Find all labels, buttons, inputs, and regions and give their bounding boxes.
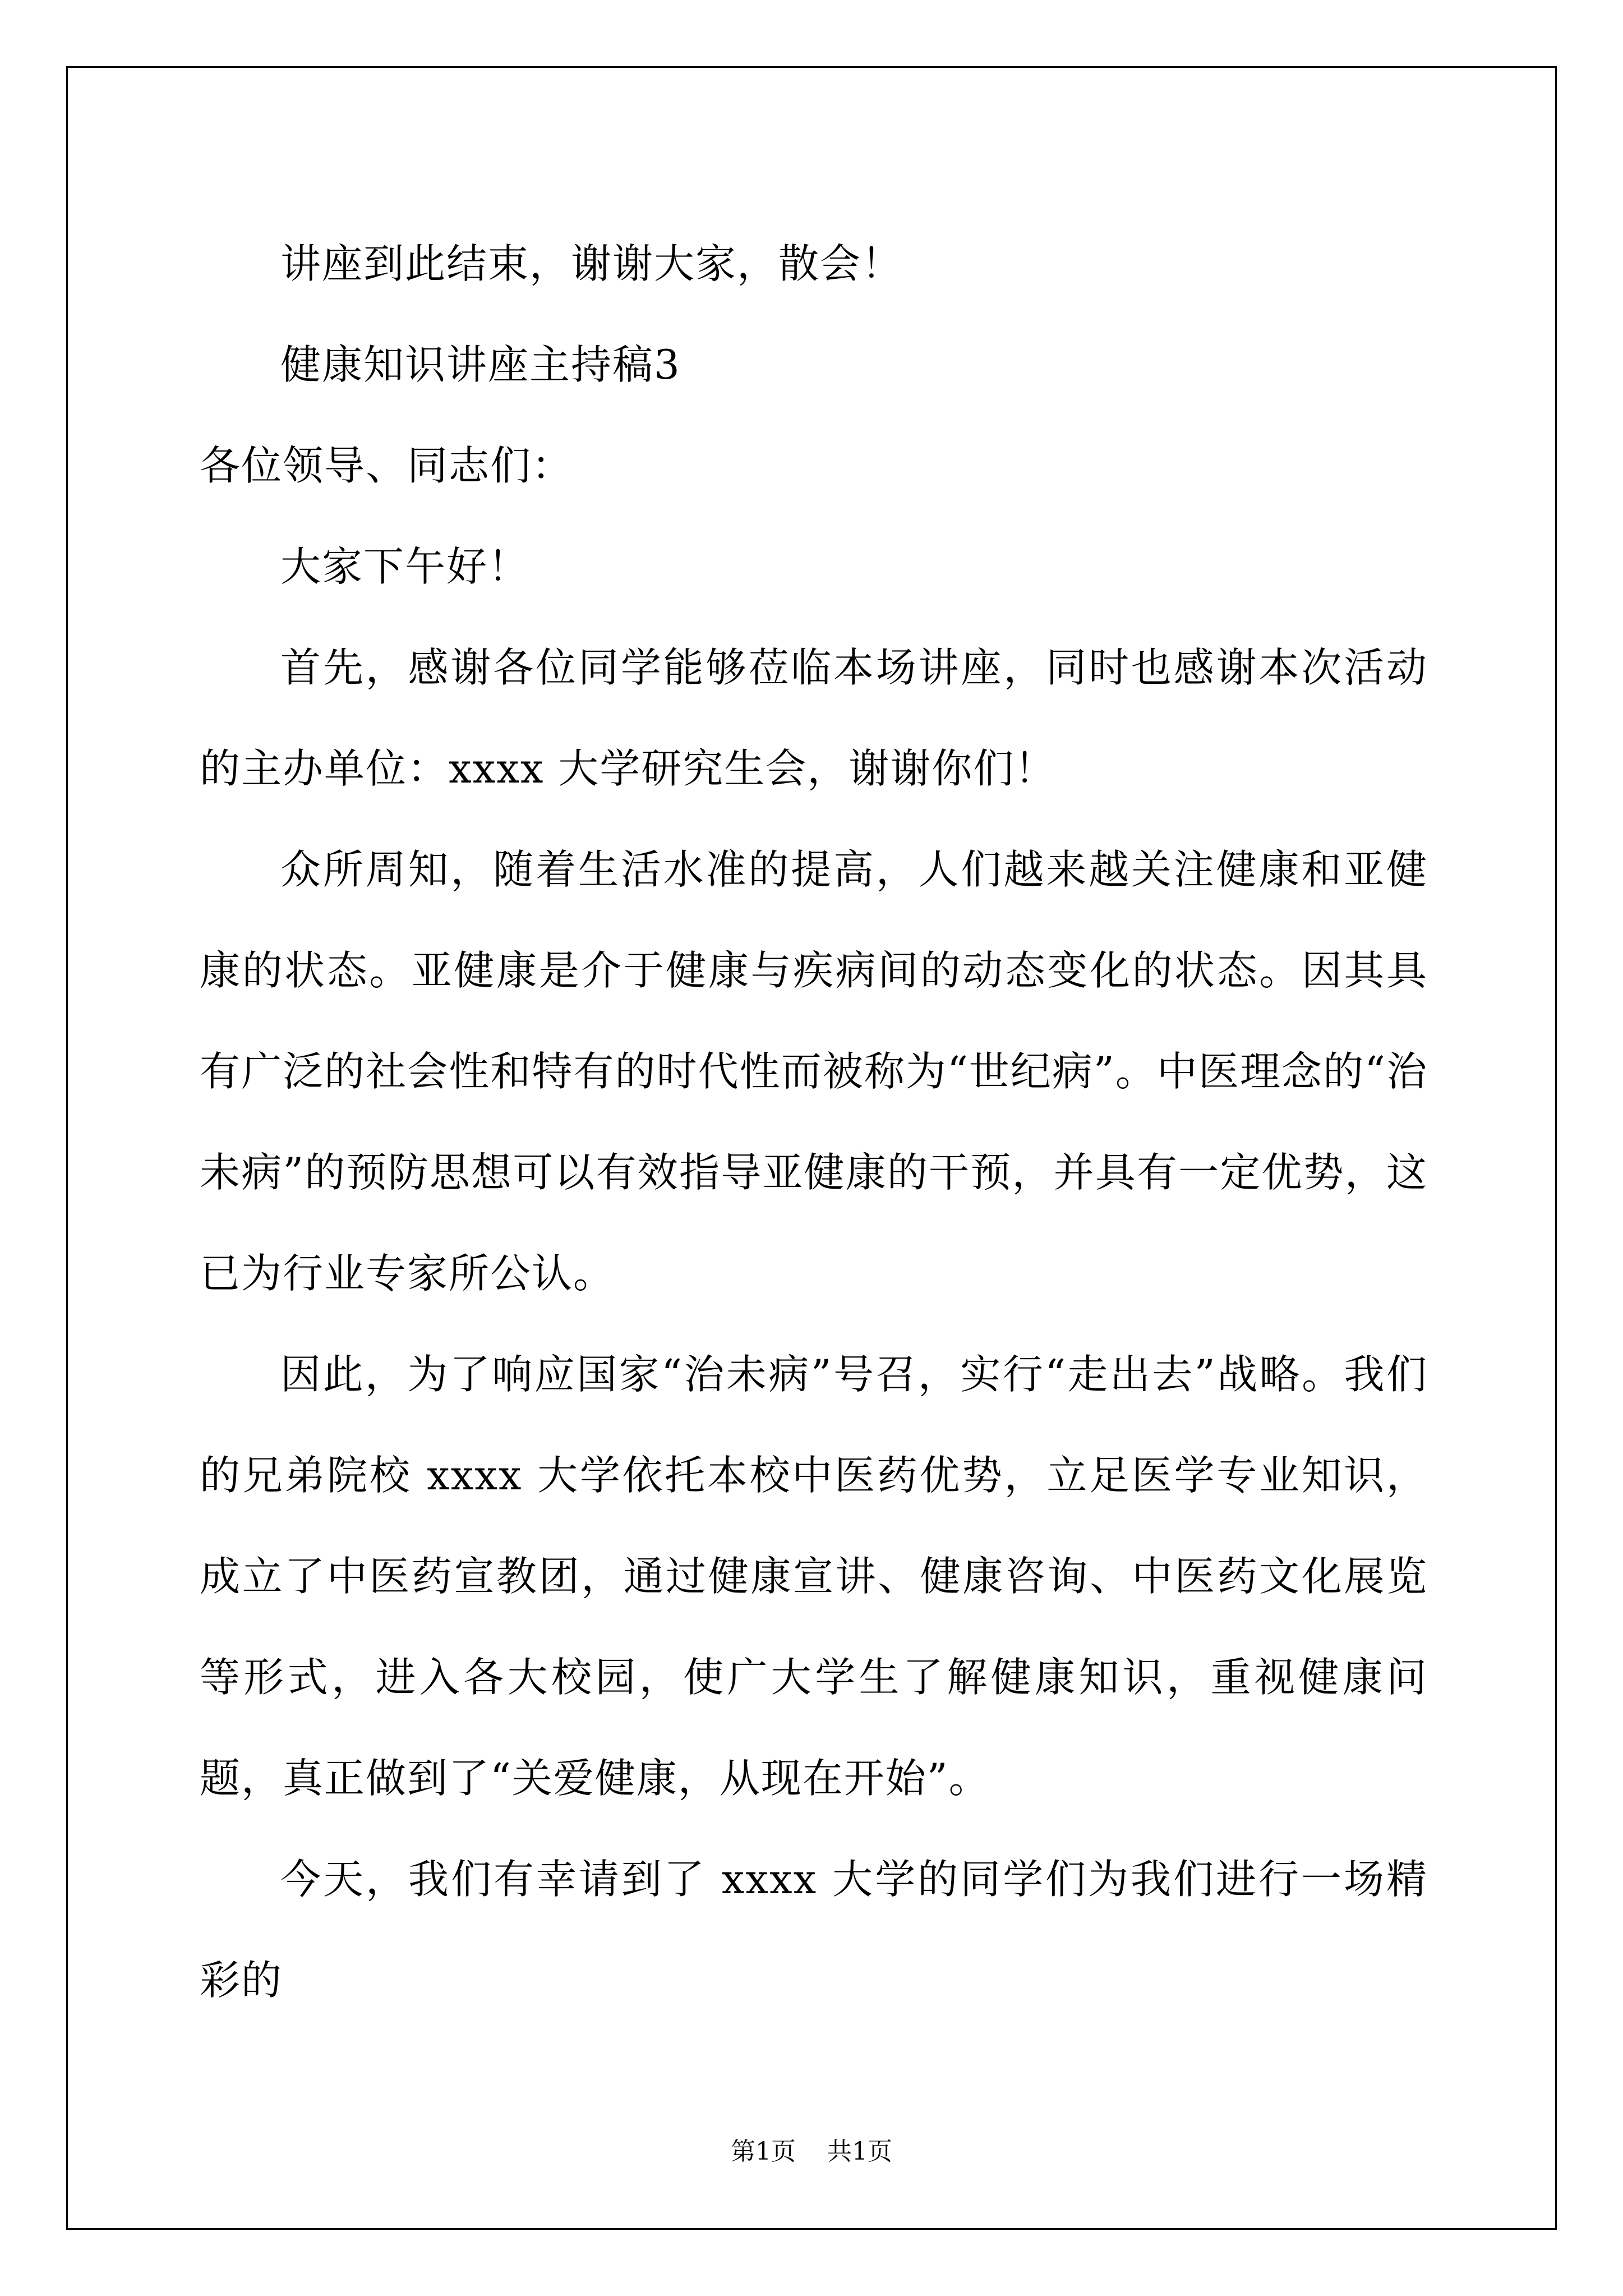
document-body: [200, 213, 1428, 2031]
salutation: 各位领导、同志们：: [200, 442, 574, 489]
paragraph: 众所周知，随着生活水准的提高，人们越来越关注健康和亚健康的状态。亚健康是介于健康与疾病间的动态变化的状态。因其具有广泛的社会性和特有的时代性而被称为“世纪病”。中医理念的“治未病”的预防思想可以有效指导亚健康的干预，并具有一定优势，这已为行业专家所公认。: [200, 846, 1428, 1297]
paragraph: 今天，我们有幸请到了 xxxx 大学的同学们为我们进行一场精彩的: [200, 1856, 1428, 2004]
paragraph: 首先，感谢各位同学能够莅临本场讲座，同时也感谢本次活动的主办单位：xxxx 大学研究生会，谢谢你们！: [200, 644, 1428, 792]
page-footer: [0, 2135, 1623, 2169]
paragraph: 讲座到此结束，谢谢大家，散会！: [280, 240, 903, 287]
paragraph: 因此，为了响应国家“治未病”号召，实行“走出去”战略。我们的兄弟院校 xxxx 大学依托本校中医药优势，立足医学专业知识，成立了中医药宣教团，通过健康宣讲、健康咨询、中医药文化展览等形式，进入各大校园，使广大学生了解健康知识，重视健康问题，真正做到了“关爱健康，从现在开始”。: [200, 1351, 1428, 1802]
page-number: 第1页: [731, 2137, 796, 2166]
page-total: 共1页: [827, 2137, 892, 2166]
greeting: 大家下午好！: [280, 543, 530, 590]
section-title: 健康知识讲座主持稿3: [280, 341, 681, 388]
